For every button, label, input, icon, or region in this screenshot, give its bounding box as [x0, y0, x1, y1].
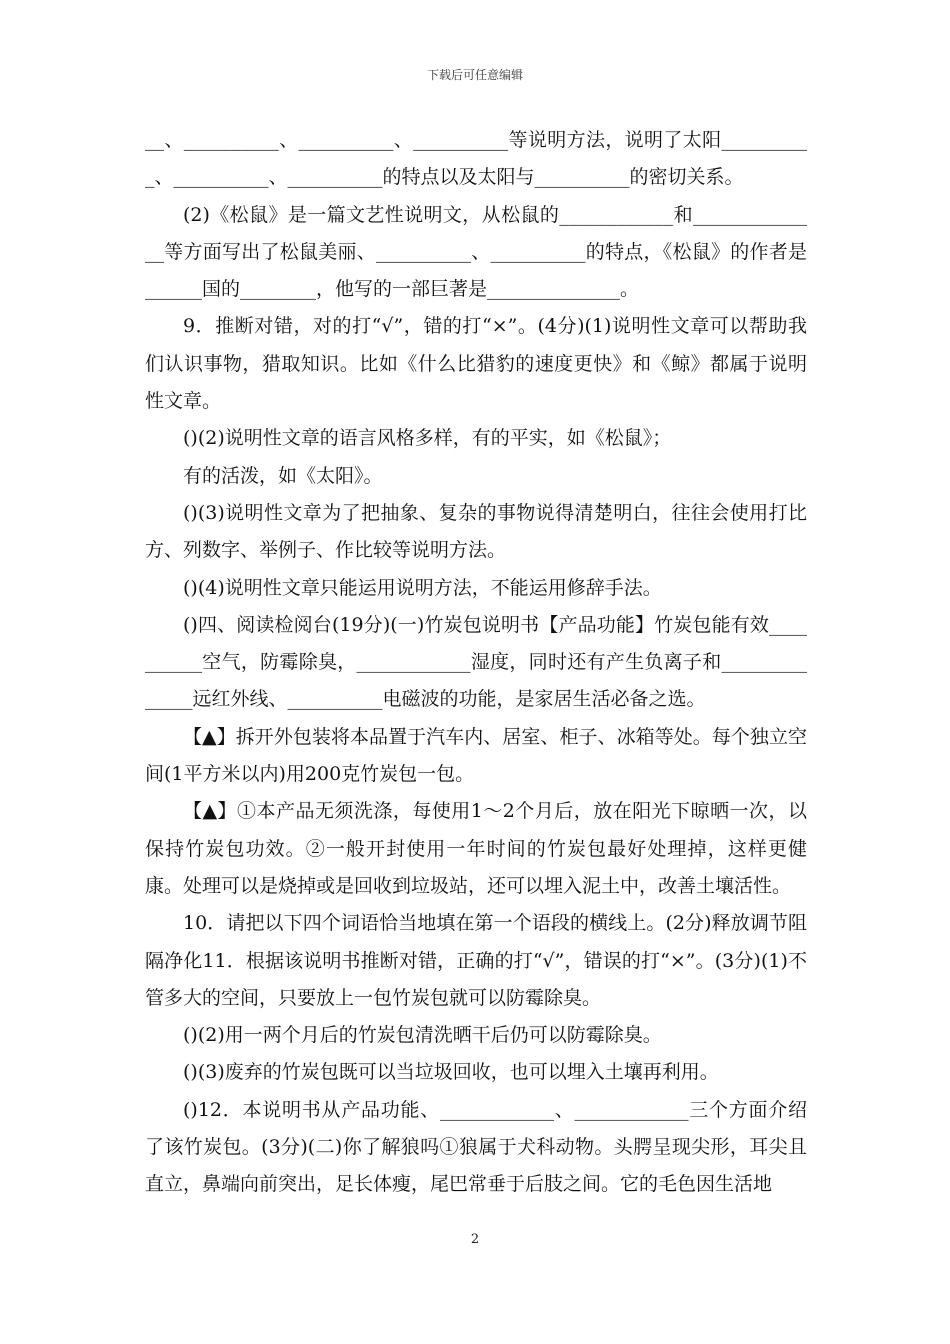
page-header: 下载后可任意编辑 [426, 68, 523, 82]
paragraph-2: (2)《松鼠》是一篇文艺性说明文，从松鼠的____________和______________等方面写出了松鼠美丽、__________、__________的特点，《松鼠》的作者是______国的________，他写的一部巨著是______________。 [145, 203, 807, 301]
paragraph-3: 9．推断对错，对的打“√”，错的打“×”。(4分)(1)说明性文章可以帮助我们认识事物，猎取知识。比如《什么比猎豹的速度更快》和《鲸》都属于说明性文章。 [145, 315, 807, 413]
paragraph-9: 【▲】拆开外包装将本品置于汽车内、居室、柜子、冰箱等处。每个独立空间(1平方米以内)用200克竹炭包一包。 [145, 725, 807, 786]
paragraph-4: ()(2)说明性文章的语言风格多样，有的平实，如《松鼠》； [183, 427, 672, 450]
paragraph-14: ()12．本说明书从产品功能、____________、____________三个方面介绍了该竹炭包。(3分)(二)你了解狼吗①狼属于犬科动物。头腭呈现尖形，耳尖且直立，鼻端向前突出，足长体瘦，尾巴常垂于后肢之间。它的毛色因生活地 [145, 1098, 807, 1196]
paragraph-13: ()(3)废弃的竹炭包既可以当垃圾回收，也可以埋入土壤再利用。 [183, 1061, 719, 1084]
paragraph-11: 10．请把以下四个词语恰当地填在第一个语段的横线上。(2分)释放调节阻隔净化11．根据该说明书推断对错，正确的打“√”，错误的打“×”。(3分)(1)不管多大的空间，只要放上一包竹炭包就可以防霉除臭。 [145, 912, 807, 1009]
paragraph-5: 有的活泼，如《太阳》。 [183, 464, 383, 487]
paragraph-8: ()四、阅读检阅台(19分)(一)竹炭包说明书【产品功能】竹炭包能有效__________空气，防霉除臭，____________湿度，同时还有产生负离子和______________远红外线、__________电磁波的功能，是家居生活必备之选。 [145, 613, 807, 711]
paragraph-10: 【▲】①本产品无须洗涤，每使用1～2个月后，放在阳光下晾晒一次，以保持竹炭包功效。②一般开封使用一年时间的竹炭包最好处理掉，这样更健康。处理可以是烧掉或是回收到垃圾站，还可以埋入泥土中，改善土壤活性。 [145, 800, 807, 897]
paragraph-1: __、__________、__________、__________等说明方法，说明了太阳__________、__________、__________的特点以及太阳与__________的密切关系。 [145, 129, 807, 189]
paragraph-6: ()(3)说明性文章为了把抽象、复杂的事物说得清楚明白，往往会使用打比方、列数字、举例子、作比较等说明方法。 [145, 501, 807, 562]
page-number: 2 [470, 1232, 480, 1247]
document-body [145, 122, 807, 1204]
paragraph-12: ()(2)用一两个月后的竹炭包清洗晒干后仍可以防霉除臭。 [183, 1024, 662, 1047]
paragraph-7: ()(4)说明性文章只能运用说明方法，不能运用修辞手法。 [183, 576, 662, 599]
